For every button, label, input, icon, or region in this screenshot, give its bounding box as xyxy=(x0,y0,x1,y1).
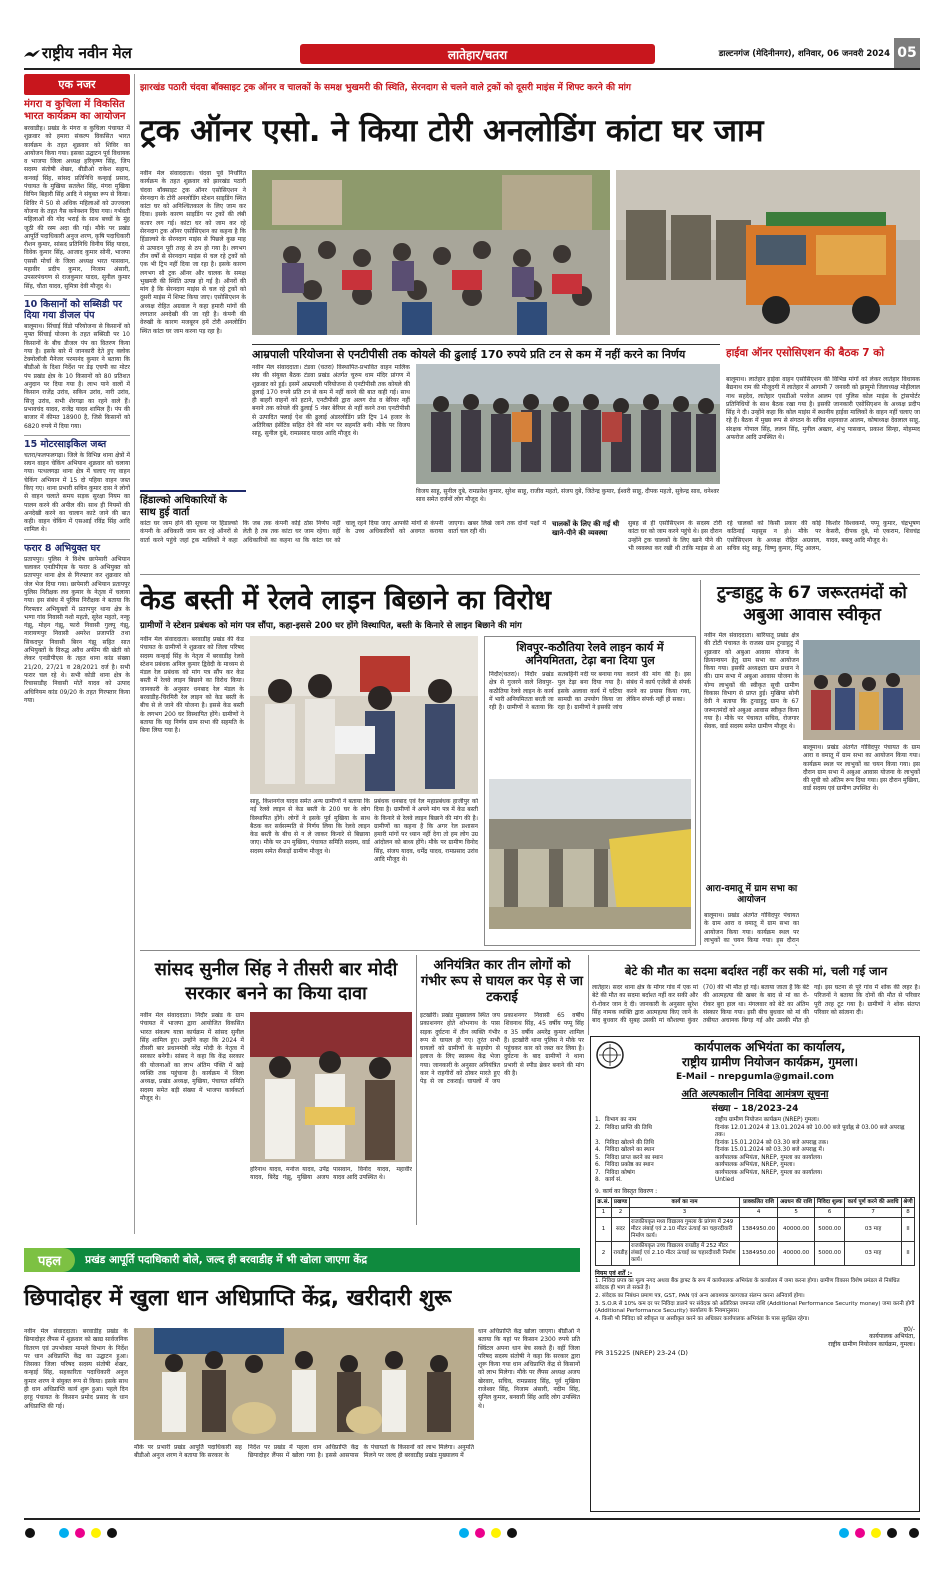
tender-table-column-number: 8 xyxy=(901,1207,914,1217)
pahal-kicker: प्रखंड आपूर्ति पदाधिकारी बोले, जल्द ही बरवाडीह में भी खोला जाएगा केंद्र xyxy=(85,1254,368,1266)
tender-table-column-header: श्रेणी xyxy=(901,1197,914,1207)
memorandum-photo-illustration xyxy=(250,636,478,794)
lead-kicker: झारखंड पठारी चंदवा बॉक्साइट ट्रक ऑनर व चालकों के समक्ष भुखमरी की स्थिति, सेरनदाग से चलने वाले ट्रकों को दूसरी माइंस में शिफ्ट करने की मांग xyxy=(140,83,631,93)
tender-signature xyxy=(595,1326,915,1349)
awas-body-cont: बालूमाथ। प्रखंड अंतर्गत गोविंदपुर पंचायत के ग्राम आरा व वमातू में ग्राम सभा का आयोजन किया गया। कार्यक्रम स्थल पर लाभुकों का चयन किया गया। इस दौरान ग्राम सभा में अबुआ आवास योजना के लाभुकों की सूची को अंतिम रूप दिया गया। इस दौरान मुखिया, वार्ड सदस्य एवं ग्रामीण उपस्थित थे। xyxy=(803,744,920,793)
tender-notice xyxy=(590,1036,920,1512)
group-photo-illustration xyxy=(416,364,720,484)
tender-info-row xyxy=(595,1117,915,1125)
lead-subhead-food xyxy=(552,520,624,538)
lead-subhead-food-text: चालकों के लिए की गई थी खाने-पीने की व्यवस्था xyxy=(552,520,620,537)
mp-photo xyxy=(250,1012,412,1162)
tender-row-value: कार्यपालक अभियंता, NREP, गुमला। xyxy=(715,1162,795,1168)
lead-body-1: नवीन मेल संवाददाता। चंदवा पूर्व निर्धारित कार्यक्रम के तहत शुक्रवार को झारखंड पठारी चंदवा बॉक्साइट ट्रक ऑनर एसोसिएशन ने सेरनदाग के टोरी अनलोडिंग स्टेशन साइडिंग स्थित कांटा घर को अनिश्चितकाल के लिए जाम कर दिया। इसके कारण साइडिंग पर ट्रकों की लंबी कतार लग गई। कांटा घर को जाम कर रहे सेरनदाग ट्रक ऑनर एसोसिएशन का कहना है कि हिंडाल्को के सेरनदाग माइंस से पिछले कुछ माह से उत्पादन पूरी तरह से ठप हो गया है। लगभग तीन वर्षों से सेरनदाग माइंस से चल रहे ट्रकों को एक भी ट्रिप नहीं दिया जा रहा है। इसके कारण लगभग सौ ट्रक ऑनर और चालक के समक्ष भुखमरी की स्थिति उत्पन्न हो गई है। ऑनरों की मांग है कि सेरनदाग माइंस से चल रहे ट्रकों को दूसरी माइंस में शिफ्ट किया जाए। एसोसिएशन के अध्यक्ष रोहित अग्रवाल ने कहा हमारी मांगों की लगातार अनदेखी की जा रही है। कंपनी की वेरुखी के कारण मजबूरन हमें टोरी अनलोडिंग स्थित कांटा घर जाम करना पड़ रहा है। xyxy=(140,170,246,335)
side-story-3-headline: 15 मोटरसाइकिल जब्त xyxy=(24,435,130,450)
paddy-centre-photo-illustration xyxy=(134,1328,474,1440)
pahal-body-2: निर्देश पर प्रखंड में पहला धान अधिप्राप्ति केंद्र छिपादोहर लैंपस में खोला गया है। इससे आसपास के पंचायतों के किसानों को लाभ मिलेगा। अनुमति मिलने पर जल्द ही बरवाडीह प्रखंड मुख्यालय में xyxy=(248,1444,474,1460)
gramsabha-photo-illustration xyxy=(803,640,920,740)
table-cell: II xyxy=(901,1241,914,1265)
hywa-headline: हाईवा ऑनर एसोसिएशन की बैठक 7 को xyxy=(726,347,885,359)
tender-info-row xyxy=(595,1177,915,1185)
tender-number: संख्या – 18/2023-24 xyxy=(711,1104,799,1114)
amrapali-photo xyxy=(416,364,720,484)
tender-table-column-header: अग्रधन की राशि xyxy=(778,1197,815,1207)
table-cell: 03 माह xyxy=(845,1241,902,1265)
rail-photo xyxy=(250,636,478,794)
tender-row-value: दिनांक 15.01.2024 को 03.30 बजे अपराह्न तक। xyxy=(715,1139,829,1146)
tender-note: 4. किसी भी निविदा को स्वीकृत या अस्वीकृत करने का अधिकार कार्यपालक अभियंता के पास सुरक्षित रहेगा। xyxy=(595,1315,810,1322)
tender-info-row xyxy=(595,1162,915,1170)
lead-box-headline xyxy=(140,490,246,519)
table-cell: राजकीयकृत मध्य विद्यालय गुमला के प्रांगण में 249 मीटर लंबाई एवं 2.10 मीटर ऊंचाई का चहारदीवारी निर्माण कार्य। xyxy=(629,1217,739,1241)
tender-info-rows xyxy=(595,1117,915,1185)
tender-row-number: 6. xyxy=(595,1162,601,1168)
tender-row-label: निविदा खोलने का स्थान xyxy=(605,1147,655,1153)
tender-row-number: 8. xyxy=(595,1177,601,1183)
mp-car-divider xyxy=(416,955,417,1225)
section-banner xyxy=(300,44,655,64)
table-cell: रायडीह xyxy=(611,1241,629,1265)
rail-awas-divider xyxy=(700,580,701,945)
tender-header xyxy=(595,1040,915,1070)
lead-body-3: सुबह से ही एसोसिएशन के सदस्य टोरी कांटा घर को जाम करने पहुंचे थे। इस दौरान उन्होंने ट्रक चालकों के लिए खाने पीने की भी व्यवस्था कर रखी थी ताकि माइंस से आ रहे चालकों को किसी प्रकार की कोई कठिनाई महसूस न हो। मौके पर एसोसिएशन के अध्यक्ष रोहित अग्रवाल, सचिव संतु साहू, विष्णु कुमार, मिंटु आलम, किशोर विश्वकर्मा, पप्पू कुमार, चंद्रभूषण केसरी, दीपक दुबे, मो एकराम, शिवचंद्र यादव, बबलू आदि मौजूद थे। xyxy=(628,520,920,552)
section-divider-1 xyxy=(140,574,920,575)
side-story-4-headline: फरार 8 अभियुक्त घर xyxy=(24,539,130,554)
tender-row-label: विभाग का नाम xyxy=(605,1117,637,1123)
awas-headline: टुन्डाहुटु के 67 जरूरतमंदों को अबुआ आवास स्वीकृत xyxy=(717,583,907,625)
son-headline: बेटे की मौत का सदमा बर्दाश्त नहीं कर सकी मां, चली गई जान xyxy=(624,964,888,978)
table-cell: 5000.00 xyxy=(815,1241,845,1265)
masthead-logo xyxy=(24,46,40,58)
tender-row-value: Untied xyxy=(715,1177,735,1183)
tender-row-value: दिनांक 12.01.2024 से 13.01.2024 को 10.00 बजे पूर्वाह्न से 03.00 बजे अपराह्न तक। xyxy=(715,1124,905,1138)
pahal-tag-text: पहल xyxy=(38,1254,62,1269)
amrapali-headline xyxy=(252,344,720,361)
tender-row-number: 7. xyxy=(595,1169,601,1176)
side-column xyxy=(24,74,130,1236)
tender-row-number: 1. xyxy=(595,1117,601,1123)
tender-sign-2: कार्यपालक अभियंता, xyxy=(869,1333,915,1340)
tender-row-value: दिनांक 15.01.2024 को 03.30 बजे अपराह्न में। xyxy=(715,1147,825,1153)
tender-table-column-header: क्र.सं. xyxy=(596,1197,612,1207)
tender-table-column-header: कार्य का नाम xyxy=(629,1197,739,1207)
tender-sign-3: राष्ट्रीय ग्रामीण नियोजन कार्यक्रम, गुमला। xyxy=(828,1340,915,1348)
side-story-1-headline: मंगरा व कुचिला में विकसित भारत कार्यक्रम का आयोजन xyxy=(24,99,126,122)
table-cell: सदर xyxy=(611,1217,629,1241)
side-story-2-headline: 10 किसानों को सब्सिडी पर दिया गया डीजल पंप xyxy=(24,295,130,321)
tender-row-value: कार्यपालक अभियंता, NREP, गुमला का कार्यालय। xyxy=(715,1154,823,1161)
table-row xyxy=(596,1241,915,1265)
table-row xyxy=(596,1217,915,1241)
table-cell: 1 xyxy=(596,1217,612,1241)
tender-org-2: राष्ट्रीय ग्रामीण नियोजन कार्यक्रम, गुमला। xyxy=(682,1055,858,1069)
pahal-banner xyxy=(24,1248,580,1272)
awas-body: नवीन मेल संवाददाता। बारियातू प्रखंड क्षेत्र की टोंटी पंचायत के राजस्व ग्राम टुन्डाहुटु में शुक्रवार को अबुआ आवास योजना के क्रियान्वयन हेतु ग्राम सभा का आयोजन किया गया। इसकी अध्यक्षता ग्राम प्रधान ने की। ग्राम सभा में अबुआ आवास योजना के योग्य लाभुकों की स्वीकृत सूची ग्रामीण विकास विभाग से प्राप्त हुई। मुखिया सोनी देवी ने बताया कि टुन्डाहुटु ग्राम के 67 जरूरतमंदों को अबुआ आवास स्वीकृत किया गया है। मौके पर पंचायत सचिव, रोजगार सेवक, वार्ड सदस्य समेत ग्रामीण मौजूद थे। xyxy=(704,632,799,731)
lead-body-2: कांटा घर जाम होने की सूचना पर हिंडाल्को कंपनी के अधिकारी जाम कर रहे ऑनरों से वार्ता करने पहुंचे जहां ट्रक मालिकों ने कहा कि जब तक कंपनी कोई ठोस निर्णय नहीं लेती है तब तक कांटा घर जाम रहेगा। वहीं अधिकारियों का कहना था कि कांटा घर को चालू रहने दिया जाए आपकी मांगों से कंपनी के उच्च अधिकारियों को अवगत कराया जाएगा। खबर लिखे जाने तक दोनों पक्षों में वार्ता चल रही थी। xyxy=(140,520,546,544)
emblem-icon xyxy=(595,1040,625,1070)
mp-headline: सांसद सुनील सिंह ने तीसरी बार मोदी सरकार बनने का किया दावा xyxy=(154,959,398,1004)
dateline: डाल्टनगंज (मेदिनीनगर), शनिवार, 06 जनवरी 2024 xyxy=(718,49,890,59)
table-cell: 1384950.00 xyxy=(739,1241,777,1265)
tender-row-label: निविदा कोषांग xyxy=(605,1169,635,1176)
side-story-2-body: बालूमाथ। सिंचाई विंडो परियोजना से किसानों को मुफ्त सिंचाई योजना के तहत सब्सिडी पर 10 किसानों के बीच डीजल पंप का वितरण किया गया है। इसके बारे में जानकारी देते हुए क्लोक टेक्नोलॉजी मैनेजर परमानंद कुमार ने बताया कि बीडीओ के दिशा निर्देश पर डेढ़ एचपी का मोटर पंप प्रखंड क्षेत्र के 10 किसानों को 80 प्रतिशत अनुदान पर दिया गया है। लाभ पाने वालों में किसान राजेंद्र उरांव, सकिन उरांव, नारी उरांव, सिजु उरांव, सभी शेरगढ़ा का रहने वाले हैं। प्रभावचंद यादव, राजेंद्र यादव शामिल हैं। पंप की बाजार में कीमत 18900 है, जिसे किसानों को 6820 रुपये में दिया गया। xyxy=(24,322,130,430)
bridge-photo-illustration xyxy=(489,779,691,929)
tender-table-column-header: निविदा शुल्क xyxy=(815,1197,845,1207)
tender-info-row xyxy=(595,1147,915,1155)
car-son-divider xyxy=(588,955,589,1035)
awas-subhead xyxy=(704,884,799,906)
trucks-photo-illustration xyxy=(616,170,920,335)
side-story-4-body: प्रतापपुर। पुलिस ने विशेष छापेमारी अभियान चलाकर एनडीपीएस के फरार 8 अभियुक्त को प्रतापपुर थाना क्षेत्र से गिरफ्तार कर शुक्रवार को जेल भेज दिया गया। छापेमारी अभियान प्रतापपुर पुलिस निरीक्षक लव कुमार के नेतृत्व में चलाया गया। इस संबंध में पुलिस निरीक्षक ने बताया कि गिरफ्तार अभियुक्तों में प्रतापपुर थाना क्षेत्र के भग्गा गांव निवासी नशो महतो, सुरेश महतो, नन्कू गंझू, मोहन गंझू, फारो निवासी गुलपू गंझू, नारायणपुर निवासी अमरेश प्रजापति तथा सिकदपुर निवासी बिरन गंझू सहित सात अभियुक्तों के विरुद्ध अवैध अफीम की खेती को लेकर एनडीपीएस के तहत थाना कांड संख्या 21/20, 27/21 व 28/2021 दर्ज है। सभी फरार चल रहे थे। सभी कोडी थाना क्षेत्र के रिचासाडीह निवासी मोतेंं यादव को उत्पाद अधिनियम कांड 09/20 के तहत गिरफ्तार किया गया। xyxy=(24,555,130,704)
tender-note: 3. S.O.R से 10% कम दर पर निविदा डालने पर संवेदक को अतिरिक्त जमानत राशि (Additional Performance Security money) जमा करनी होगी (Additional Performance Security) कार्यालय के नियमानुसार। xyxy=(595,1300,915,1314)
tender-info-row xyxy=(595,1125,915,1140)
side-story-3-body: चतरा/फलफलगढ़ा। जिले के विभिन्न थाना क्षेत्रों में सघन वाहन चेकिंग अभियान शुक्रवार को चलाया गया। पत्थलगढ़ा थाना क्षेत्र में चलाए गए वाहन चेकिंग अभियान में 15 दो पहिया वाहन जब्त किए गए। थाना प्रभारी सचिन कुमार दास ने लोगों से वाहन चलाते समय सड़क सुरक्षा नियम का पालन करने की अपील की। साथ ही नियमों की अनदेखी करने का चालान काटे जाने की बात कही। वाहन चेकिंग में एसआई रविंद्र सिंह आदि शामिल थे। xyxy=(24,451,130,534)
masthead: राष्ट्रीय नवीन मेल xyxy=(42,44,132,62)
tender-table-column-number: 3 xyxy=(629,1207,739,1217)
rail-body-1: नवीन मेल संवाददाता। बरवाडीह प्रखंड की केड पंचायत के ग्रामीणों ने शुक्रवार को जिला परिषद सदस्य कन्हाई सिंह के नेतृत्व में बरवाडीह रेलवे स्टेशन प्रबंधक अनिल कुमार द्विवेदी के माध्यम से मंडल रेल प्रबंधक को मांग पत्र सौंप कर केड बस्ती में रेलवे लाइन बिछाने का विरोध किया। जानकारी के अनुसार धनबाद रेल मंडल के बरवाडीह-चिरमिरी रेल लाइन को केड बस्ती के बीच से ले जाने की योजना है। इससे केड बस्ती के लगभग 200 घर विस्थापित होंगे। ग्रामीणों ने बताया कि यह निर्णय ग्राम सभा की सहमति के बिना लिया गया है। xyxy=(140,636,244,735)
tender-sign-1: ह0/- xyxy=(903,1325,915,1333)
lead-photo-trucks xyxy=(616,170,920,335)
tender-row-label: निविदा प्राप्त करने का स्थान xyxy=(605,1154,663,1161)
tender-row-label: निविदा प्राप्ति की तिथि xyxy=(605,1124,652,1131)
tender-table-header xyxy=(596,1197,915,1207)
mp-body: नवीन मेल संवाददाता। निंदौर प्रखंड के ग्राम पंचायत में भाजपा द्वारा आयोजित विकसित भारत संकल्प यात्रा कार्यक्रम में सांसद सुनील सिंह शामिल हुए। उन्होंने कहा कि 2024 में तीसरी बार प्रधानमंत्री नरेंद्र मोदी के नेतृत्व में सरकार बनेगी। सांसद ने कहा कि केंद्र सरकार की योजनाओं का लाभ अंतिम पंक्ति में खड़े व्यक्ति तक पहुंचाना है। कार्यक्रम में जिला अध्यक्ष, प्रखंड अध्यक्ष, मुखिया, पंचायत समिति सदस्य समेत बड़ी संख्या में भाजपा कार्यकर्ता मौजूद थे। xyxy=(140,1012,244,1102)
tender-row-value: राष्ट्रीय ग्रामीण नियोजन कार्यक्रम (NREP) गुमला। xyxy=(715,1117,820,1123)
tender-notes-head: नियम एवं शर्तें :- xyxy=(595,1269,633,1277)
rail-box xyxy=(484,636,696,946)
rail-headline: केड बस्ती में रेलवे लाइन बिछाने का विरोध xyxy=(140,585,552,616)
tender-table-column-header: कार्य पूर्ण करने की अवधि xyxy=(845,1197,902,1207)
tender-table-column-number: 1 xyxy=(596,1207,612,1217)
page-number xyxy=(894,38,920,68)
rail-box-body: निंदौर(चतरा)। निंदौर प्रखंड क्षेत्र से गुजरने वाले शिवपुर-कठौतिया रेलवे लाइन के कार्य में भारी अनियमितता बरती जा रही है। ग्रामीणों ने बताया कि सतबहिनी नदी पर बनाया गया पुल टेढ़ा बना दिया गया है। इसके अलावा कार्य में घटिया सामग्री का उपयोग किया जा रहा है। ग्रामीणों ने इसकी जांच कराने की मांग की है। इस संबंध में कार्य एजेंसी से संपर्क करने का प्रयास किया गया, लेकिन संपर्क नहीं हो सका। xyxy=(489,671,691,712)
meeting-photo-illustration xyxy=(252,170,610,335)
table-cell: 5000.00 xyxy=(815,1217,845,1241)
tender-item-9: 9. कार्य का विस्तृत विवरण : xyxy=(595,1187,658,1195)
mp-body-2: हरिनाथ यादव, मनोज यादव, उपेंद्र यादव, बिरेंद्र गंझू, मुखिया अजय पासवान, विनोद यादव, महावीर यादव आदि उपस्थित थे। xyxy=(250,1166,412,1182)
tender-row-label: निविदा खोलने की तिथि xyxy=(605,1139,654,1146)
rail-body-2: साहू, किशनगंज यादव समेत अन्य ग्रामीणों ने बताया कि नई रेलवे लाइन से केड बस्ती के 200 घर के लोग विस्थापित होंगे। लोगों ने इसके पूर्व मुखिया के साथ बैठक कर सर्वसम्मति से निर्णय लिया कि रेलवे लाइन केड बस्ती के बीच से न ले जाकर किनारे से बिछाया जाए। मौके पर उप मुखिया, पंचायत समिति सदस्य, वार्ड सदस्य समेत सैकड़ों ग्रामीण मौजूद थे। xyxy=(250,798,370,855)
tender-row-label: कार्य सं. xyxy=(605,1177,622,1183)
son-body: लातेहार। सदर थाना क्षेत्र के मोंगर गांव में एक मां बेटे की मौत का सदमा बर्दाश्त नहीं कर सकी और रो-रोकर जान दे दी। जानकारी के अनुसार सुरेश सिंह नामक व्यक्ति द्वारा आत्महत्या किए जाने के बाद बुधवार की सुबह उसकी मां कौशल्या कुंवर (70) की भी मौत हो गई। बताया जाता है कि बेटे की आत्महत्या की खबर के बाद से मां का रो-रोकर बुरा हाल था। मंगलवार को बेटे का अंतिम संस्कार किया गया। इसी बीच बुधवार को मां की तबीयत अचानक बिगड़ गई और उसकी मौत हो गई। इस घटना से पूरे गांव में शोक की लहर है। परिजनों ने बताया कि दोनों की मौत से परिवार पूरी तरह टूट गया है। ग्रामीणों ने शोक संतप्त परिवार को सांत्वना दी। xyxy=(592,984,920,1025)
tender-title: अति अल्पकालीन निविदा आमंत्रण सूचना xyxy=(681,1089,829,1100)
table-cell: 2 xyxy=(596,1241,612,1265)
awas-body-3: बालूमाथ। प्रखंड अंतर्गत गोविंदपुर पंचायत के ग्राम आरा व वमातू में ग्राम सभा का आयोजन किया गया। कार्यक्रम स्थल पर लाभुकों का चयन किया गया। इस दौरान xyxy=(704,912,799,944)
amrapali-headline-text: आम्रपाली परियोजना से एनटीपीसी तक कोयले की ढुलाई 170 रुपये प्रति टन से कम में नहीं करने का निर्णय xyxy=(252,348,686,361)
car-body: इटखोरी। प्रखंड मुख्यालय स्थित जय प्रकाशनगर होते शोभनाथ के पास सड़क दुर्घटना में तीन व्यक्ति गंभीर रूप से घायल हो गए। तुरंत सभी घायलों को ग्रामीणों के सहयोग से इलाज के लिए स्वास्थ्य केंद्र भेजा गया। जानकारी के अनुसार अनियंत्रित कार ने राहगीरों को ठोकर मारते हुए पेड़ से जा टकराई। घायलों में जय प्रकाशनगर निवासी 65 वर्षीय शिवनाथ सिंह, 45 वर्षीय पप्पू सिंह व 35 वर्षीय अमरेंद्र कुमार शामिल हैं। इटखोरी थाना पुलिस ने मौके पर पहुंचकर कार को जब्त कर लिया है। दुर्घटना के बाद ग्रामीणों ने थाना प्रभारी से स्पीड ब्रेकर बनाने की मांग की है। xyxy=(420,1012,584,1086)
lead-headline: ट्रक ऑनर एसो. ने किया टोरी अनलोडिंग कांटा घर जाम xyxy=(140,113,764,149)
tender-works-table xyxy=(595,1197,915,1266)
tender-table-column-number: 2 xyxy=(611,1207,629,1217)
mp-photo-illustration xyxy=(250,1012,412,1162)
rail-box-headline: शिवपुर-कठौतिया रेलवे लाइन कार्य में अनियमितता, टेढ़ा बना दिया पुल xyxy=(516,641,664,667)
tender-notes xyxy=(595,1278,915,1323)
pahal-headline: छिपादोहर में खुला धान अधिप्राप्ति केंद्र, खरीदारी शुरू xyxy=(24,1286,452,1311)
registration-marks-icon xyxy=(24,1527,920,1539)
rail-deck: ग्रामीणों ने स्टेशन प्रबंधक को मांग पत्र सौंपा, कहा-इससे 200 घर होंगे विस्थापित, बस्ती के किनारे से लाइन बिछाने की मांग xyxy=(140,621,522,631)
table-cell: 40000.00 xyxy=(778,1241,815,1265)
hywa-body: बालूमाथ। लातेहार हाईवा वाहन एसोसिएशन की विभिन्न मांगों को लेकर लातेहार विधायक बैद्यनाथ राम की मौजूदगी में लातेहार में आगामी 7 जनवरी को झामुमो जिलाध्यक्ष मोहीलाल नाथ सहदेव, लातेहार एसडीओ परवेज आलम एवं पुलिस कोल माइंस के ट्रांसपोर्टर प्रतिनिधियों के साथ बैठक रखा गया है। इसकी जानकारी एसोसिएशन के अध्यक्ष प्रदीप सिंह ने दी। उन्होंने कहा कि कोल माइंस में स्थानीय हाईवा मालिकों के वाहन नहीं चलाए जा रहे हैं। बैठक में मुख्य रूप से संगठन के सचिव शहनवाज आलम, कोषाध्यक्ष देवलाल साहू, संरक्षक गोपाल सिंह, ललन सिंह, मुनील अख्तर, शंभु पासवान, प्रकाश सिन्हा, मोहम्मद अफरोज आदि उपस्थित थे। xyxy=(726,376,920,442)
tender-row-number: 3. xyxy=(595,1139,601,1146)
amrapali-caption: विजय साहू, सुनील दुबे, रामप्रवेश कुमार, सुरेश साहू, राजीव महतो, संजय दुबे, जितेन्द्र कुमार, ईश्वरी साहू, दीपक महतो, सुकेन्द्र साव, धनेश्वर साव समेत दर्जनों लोग मौजूद थे। xyxy=(416,488,719,503)
tender-row-number: 4. xyxy=(595,1147,601,1153)
footer-rule xyxy=(24,1518,920,1520)
table-cell: राजकीयकृत उच्च विद्यालय रायडीह में 252 मीटर लंबाई एवं 2.10 मीटर ऊंचाई का चहारदीवारी निर्माण कार्य। xyxy=(629,1241,739,1265)
tender-table-column-number: 4 xyxy=(739,1207,777,1217)
side-story-1-body: बरवाडीह। प्रखंड के मंगरा व कुचिला पंचायत में शुक्रवार को हमारा संकल्प विकसित भारत कार्यक्रम के तहत शुक्रवार को शिविर का आयोजन किया गया। इसका उद्घाटन पूर्व विधायक व भाजपा जिला अध्यक्ष हरिकृष्ण सिंह, जिप सदस्य संतोषी शेखर, बीडीओ राकेश सहाय, कनवई सिंह, सांसद प्रतिनिधि कन्हाई प्रसाद, पंचायत के मुखिया सतलेश सिंह, मंगरा मुखिया विपिन बिहारी सिंह आदि ने संयुक्त रूप से किया। शिविर में 50 से अधिक महिलाओं को उज्ज्वला योजना के तहत गैस कनेक्शन दिया गया। गर्भवती महिलाओं की गोद भराई के साथ बच्चों के मुंह जूठी की रस्म अदा की गई। मौके पर प्रखंड आपूर्ति पदाधिकारी अनुज शरण, कृषि पदाधिकारी रौशन कुमार, सांसद प्रतिनिधि विनीय सिंह यादव, विवेक कुमार सिंह, आजाद कुमार सोनी, भाजपा एससी मोर्चा के जिला अध्यक्ष भरत पासवान, महावीर प्रदीप कुमार, निजाम अंसारी, उपसरपंचगण से राजकुमार यादव, सुनील कुमार सिंह, चौता यादव, सुमित्रा देवी मौजूद थे। xyxy=(24,125,130,290)
awas-subhead-text: आरा-वमातू में ग्राम सभा का आयोजन xyxy=(705,884,798,905)
header-rule xyxy=(24,68,920,70)
lead-photo-meeting xyxy=(252,170,610,335)
awas-photo xyxy=(803,640,920,740)
pahal-body-3: धान अधिप्राप्ति केंद्र खोला जाएगा। बीडीओ ने बताया कि यहां पर किसान 2300 रुपये प्रति क्विंटल अपना धान बेच सकते हैं। वहीं जिला परिषद सदस्य संतोषी ने कहा कि सरकार द्वारा शुरू किया गया धान अधिप्राप्ति केंद्र से किसानों को लाभ मिलेगा। मौके पर लैंपस अध्यक्ष अजय खेरवार, सचिव, रामप्रसाद सिंह, पूर्व मुखिया राजेश्वर सिंह, निजाम अंसारी, नदीम सिंह, सुनिल कुमार, बनवारी सिंह आदि लोग उपस्थित थे। xyxy=(478,1328,580,1410)
car-headline: अनियंत्रित कार तीन लोगों को गंभीर रूप से घायल कर पेड़ से जा टकराई xyxy=(421,958,583,1005)
tender-table-column-number: 6 xyxy=(815,1207,845,1217)
tender-table-column-number: 5 xyxy=(778,1207,815,1217)
section-title: लातेहार/चतरा xyxy=(447,47,508,62)
pahal-photo-caption: मौके पर प्रभारी प्रखंड आपूर्ति पदाधिकारी सह बीडीओ अनुज शरण ने बताया कि सरकार के xyxy=(134,1444,242,1460)
tender-note: 1. निविदा प्रपत्र का मूल्य नगद अथवा बैंक ड्राफ्ट के रूप में कार्यपालक अभियंता के कार्यालय में जमा करना होगा। ग्रामीण विकास विशेष प्रमंडल से निबंधित संवेदक ही भाग ले सकते हैं। xyxy=(595,1277,900,1291)
tender-table-column-header: प्राक्कलित राशि xyxy=(739,1197,777,1207)
tender-table-number-row xyxy=(596,1207,915,1217)
tender-row-number: 2. xyxy=(595,1124,601,1131)
section-divider-2 xyxy=(140,950,920,951)
table-cell: 1384950.00 xyxy=(739,1217,777,1241)
tender-row-label: निविदा प्रकोष्ठ का स्थान xyxy=(605,1162,654,1168)
page-number-text: 05 xyxy=(897,45,917,61)
side-column-divider xyxy=(134,74,135,1234)
tender-row-number: 5. xyxy=(595,1154,601,1161)
table-cell: 03 माह xyxy=(845,1217,902,1241)
rail-body-3: प्रबंधक धनबाद एवं रेल महाप्रबंधक हाजीपुर को दिया है। ग्रामीणों ने अपने मांग पत्र में केड बस्ती के किनारे से रेलवे लाइन बिछाने की मांग की है। ग्रामीणों का कहना है कि अगर रेल प्रशासन हमारी मांगों पर ध्यान नहीं देगा तो हम लोग उग्र आंदोलन को बाध्य होंगे। मौके पर ग्रामीण विनोद सिंह, संजय यादव, धर्मेंद्र यादव, रामप्रसाद उरांव आदि मौजूद थे। xyxy=(374,798,478,864)
tender-table-column-header: प्रखण्ड xyxy=(611,1197,629,1207)
tender-org-1: कार्यपालक अभियंता का कार्यालय, xyxy=(694,1040,846,1054)
table-cell: II xyxy=(901,1217,914,1241)
tender-info-row xyxy=(595,1155,915,1163)
tender-note: 2. संवेदक का निबंधन प्रमाण पत्र, GST, PAN एवं अन्य आवश्यक कागजात संलग्न करना अनिवार्य होगा। xyxy=(595,1292,805,1299)
tender-table-column-number: 7 xyxy=(845,1207,902,1217)
pahal-photo xyxy=(134,1328,474,1440)
side-tag: एक नजर xyxy=(24,74,130,95)
pahal-body-1: नवीन मेल संवाददाता। बरवाडीह प्रखंड के छिपादोहर लैंपस में शुक्रवार को खाद्य सार्वजनिक वितरण एवं उपभोक्ता मामले विभाग के निर्देश पर धान अधिप्राप्ति केंद्र का उद्घाटन हुआ। जिसका जिला परिषद सदस्य संतोषी शेखर, कन्हाई सिंह, सहकारिता पदाधिकारी अनुज कुमार शरण ने संयुक्त रूप से किया। इसके साथ ही धान अधिप्राप्ति कार्य शुरू हुआ। पहले दिन हरहु पंचायत के किसान प्रमोद प्रसाद के धान अधिप्राप्ति की गई। xyxy=(24,1328,128,1410)
table-cell: 40000.00 xyxy=(778,1217,815,1241)
bird-icon xyxy=(24,49,40,61)
color-registration-strip xyxy=(24,1524,920,1536)
bridge-photo xyxy=(489,779,691,929)
pahal-tag xyxy=(24,1248,75,1272)
tender-info-row xyxy=(595,1140,915,1148)
tender-email[interactable]: E-Mail – nrepgumla@gmail.com xyxy=(675,1072,834,1082)
tender-pr: PR 315225 (NREP) 23-24 (D) xyxy=(595,1349,688,1357)
tender-row-value: कार्यपालक अभियंता, NREP, गुमला का कार्यालय। xyxy=(715,1169,823,1176)
tender-info-row xyxy=(595,1170,915,1178)
lead-box-headline-text: हिंडाल्को अधिकारियों के साथ हुई वार्ता xyxy=(140,495,227,518)
amrapali-body: नवीन मेल संवाददाता। टंडवा (चतरा) विस्थापित-प्रभावित वाहन मालिक संघ की संयुक्त बैठक टंडवा प्रखंड अंतर्गत चुरुम धाम मंदिर प्रांगण में शुक्रवार को हुई। इसमें आम्रपाली परियोजना से एनटीपीसी तक कोयले की ढुलाई 170 रुपये प्रति टन से कम में नहीं करने की बात कही गई। साथ ही बाहरी वाहनों को हटाने, एनटीपीसी द्वारा अलग रोड व बेरियर नहीं बनाने तक कोयले की ढुलाई 5 नंबर बेरियर से नहीं करने तथा एनटीपीसी से उत्पादित फ्लाई ऐश की ढुलाई अंडरलोडिंग प्रति ट्रिप 14 हजार के अतिरिक्त इंसेंटिव सहित देने की मांग पर सहमति बनी। मौके पर विजय साहू, सुनील दुबे, रामप्रसाद यादव आदि मौजूद थे। xyxy=(252,364,410,438)
